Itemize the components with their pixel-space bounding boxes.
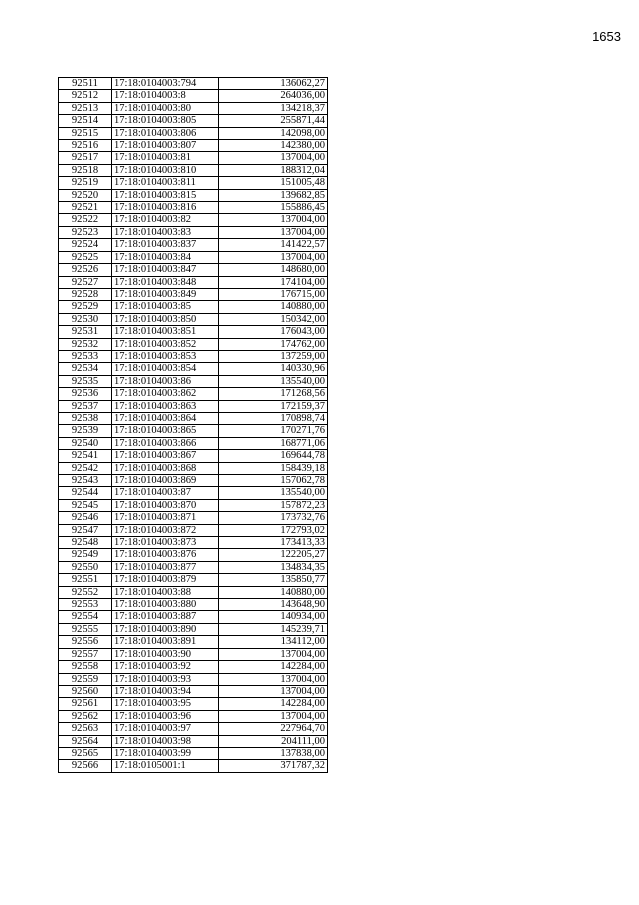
row-number-cell: 92559 [59,673,112,685]
row-number-cell: 92540 [59,437,112,449]
cadastral-value-cell: 172793,02 [219,524,328,536]
row-number-cell: 92515 [59,127,112,139]
table-row [59,301,328,313]
cadastral-value-cell: 142284,00 [219,698,328,710]
cadastral-number-cell: 17:18:0104003:85 [112,301,219,313]
cadastral-value-cell: 140880,00 [219,586,328,598]
table-row [59,462,328,474]
cadastral-number-cell: 17:18:0104003:86 [112,375,219,387]
cadastral-value-cell: 188312,04 [219,164,328,176]
table-row [59,152,328,164]
cadastral-number-cell: 17:18:0104003:98 [112,735,219,747]
table-row [59,685,328,697]
row-number-cell: 92532 [59,338,112,350]
cadastral-value-cell: 155886,45 [219,202,328,214]
table-row [59,140,328,152]
row-number-cell: 92550 [59,561,112,573]
cadastral-number-cell: 17:18:0104003:90 [112,648,219,660]
table-row [59,363,328,375]
cadastral-value-cell: 157062,78 [219,475,328,487]
table-row [59,338,328,350]
cadastral-value-cell: 135540,00 [219,375,328,387]
cadastral-number-cell: 17:18:0104003:849 [112,288,219,300]
cadastral-value-cell: 145239,71 [219,623,328,635]
table-row [59,636,328,648]
row-number-cell: 92562 [59,710,112,722]
cadastral-value-cell: 171268,56 [219,388,328,400]
cadastral-number-cell: 17:18:0104003:868 [112,462,219,474]
table-row [59,475,328,487]
table-row [59,623,328,635]
row-number-cell: 92512 [59,90,112,102]
cadastral-value-cell: 169644,78 [219,450,328,462]
cadastral-value-cell: 142380,00 [219,140,328,152]
cadastral-value-cell: 168771,06 [219,437,328,449]
table-row [59,226,328,238]
row-number-cell: 92522 [59,214,112,226]
cadastral-value-cell: 264036,00 [219,90,328,102]
cadastral-value-cell: 137004,00 [219,152,328,164]
row-number-cell: 92551 [59,574,112,586]
row-number-cell: 92555 [59,623,112,635]
row-number-cell: 92536 [59,388,112,400]
cadastral-number-cell: 17:18:0104003:891 [112,636,219,648]
cadastral-value-cell: 143648,90 [219,599,328,611]
table-row [59,251,328,263]
table-row [59,561,328,573]
cadastral-value-cell: 137004,00 [219,673,328,685]
cadastral-value-cell: 174762,00 [219,338,328,350]
row-number-cell: 92513 [59,102,112,114]
row-number-cell: 92537 [59,400,112,412]
row-number-cell: 92549 [59,549,112,561]
cadastral-value-cell: 139682,85 [219,189,328,201]
cadastral-value-cell: 204111,00 [219,735,328,747]
table-row [59,450,328,462]
cadastral-number-cell: 17:18:0104003:84 [112,251,219,263]
cadastral-number-cell: 17:18:0104003:876 [112,549,219,561]
row-number-cell: 92564 [59,735,112,747]
row-number-cell: 92514 [59,115,112,127]
cadastral-value-cell: 176715,00 [219,288,328,300]
table-row [59,202,328,214]
cadastral-number-cell: 17:18:0104003:810 [112,164,219,176]
table-row [59,611,328,623]
table-row [59,661,328,673]
row-number-cell: 92561 [59,698,112,710]
table-row [59,326,328,338]
cadastral-number-cell: 17:18:0104003:87 [112,487,219,499]
table-row [59,214,328,226]
cadastral-number-cell: 17:18:0104003:99 [112,747,219,759]
row-number-cell: 92557 [59,648,112,660]
row-number-cell: 92529 [59,301,112,313]
row-number-cell: 92521 [59,202,112,214]
table-row [59,747,328,759]
row-number-cell: 92538 [59,412,112,424]
cadastral-value-cell: 137259,00 [219,350,328,362]
table-row [59,437,328,449]
ledger-table-body [59,78,328,773]
cadastral-number-cell: 17:18:0104003:872 [112,524,219,536]
table-row [59,388,328,400]
row-number-cell: 92525 [59,251,112,263]
cadastral-value-cell: 142284,00 [219,661,328,673]
cadastral-number-cell: 17:18:0104003:816 [112,202,219,214]
cadastral-number-cell: 17:18:0104003:850 [112,313,219,325]
cadastral-number-cell: 17:18:0104003:880 [112,599,219,611]
row-number-cell: 92517 [59,152,112,164]
row-number-cell: 92523 [59,226,112,238]
table-row [59,648,328,660]
cadastral-number-cell: 17:18:0104003:837 [112,239,219,251]
cadastral-value-cell: 140330,96 [219,363,328,375]
cadastral-number-cell: 17:18:0104003:877 [112,561,219,573]
cadastral-number-cell: 17:18:0104003:94 [112,685,219,697]
cadastral-value-cell: 173413,33 [219,537,328,549]
cadastral-number-cell: 17:18:0104003:93 [112,673,219,685]
cadastral-value-cell: 134218,37 [219,102,328,114]
cadastral-value-cell: 137004,00 [219,710,328,722]
cadastral-number-cell: 17:18:0104003:887 [112,611,219,623]
row-number-cell: 92552 [59,586,112,598]
cadastral-value-cell: 176043,00 [219,326,328,338]
table-row [59,499,328,511]
cadastral-value-cell: 148680,00 [219,264,328,276]
ledger-table [58,77,328,773]
row-number-cell: 92547 [59,524,112,536]
row-number-cell: 92519 [59,177,112,189]
cadastral-number-cell: 17:18:0104003:847 [112,264,219,276]
cadastral-number-cell: 17:18:0104003:863 [112,400,219,412]
row-number-cell: 92531 [59,326,112,338]
row-number-cell: 92546 [59,512,112,524]
row-number-cell: 92516 [59,140,112,152]
cadastral-number-cell: 17:18:0104003:871 [112,512,219,524]
cadastral-number-cell: 17:18:0104003:806 [112,127,219,139]
cadastral-value-cell: 173732,76 [219,512,328,524]
cadastral-number-cell: 17:18:0104003:852 [112,338,219,350]
row-number-cell: 92558 [59,661,112,673]
row-number-cell: 92563 [59,723,112,735]
table-row [59,549,328,561]
row-number-cell: 92556 [59,636,112,648]
cadastral-value-cell: 135850,77 [219,574,328,586]
table-row [59,288,328,300]
row-number-cell: 92533 [59,350,112,362]
cadastral-number-cell: 17:18:0105001:1 [112,760,219,772]
cadastral-number-cell: 17:18:0104003:97 [112,723,219,735]
cadastral-number-cell: 17:18:0104003:865 [112,425,219,437]
table-row [59,512,328,524]
cadastral-number-cell: 17:18:0104003:851 [112,326,219,338]
table-row [59,102,328,114]
table-row [59,599,328,611]
cadastral-number-cell: 17:18:0104003:848 [112,276,219,288]
cadastral-value-cell: 134834,35 [219,561,328,573]
row-number-cell: 92566 [59,760,112,772]
cadastral-number-cell: 17:18:0104003:807 [112,140,219,152]
cadastral-number-cell: 17:18:0104003:83 [112,226,219,238]
table-row [59,115,328,127]
cadastral-value-cell: 141422,57 [219,239,328,251]
row-number-cell: 92542 [59,462,112,474]
cadastral-value-cell: 255871,44 [219,115,328,127]
cadastral-number-cell: 17:18:0104003:870 [112,499,219,511]
cadastral-number-cell: 17:18:0104003:873 [112,537,219,549]
table-row [59,264,328,276]
cadastral-value-cell: 174104,00 [219,276,328,288]
cadastral-number-cell: 17:18:0104003:805 [112,115,219,127]
cadastral-value-cell: 135540,00 [219,487,328,499]
cadastral-number-cell: 17:18:0104003:81 [112,152,219,164]
table-row [59,276,328,288]
cadastral-value-cell: 170898,74 [219,412,328,424]
cadastral-value-cell: 371787,32 [219,760,328,772]
table-row [59,412,328,424]
row-number-cell: 92548 [59,537,112,549]
table-row [59,177,328,189]
cadastral-value-cell: 172159,37 [219,400,328,412]
cadastral-number-cell: 17:18:0104003:853 [112,350,219,362]
table-row [59,313,328,325]
table-row [59,487,328,499]
cadastral-value-cell: 137004,00 [219,251,328,263]
cadastral-value-cell: 137004,00 [219,685,328,697]
table-row [59,673,328,685]
row-number-cell: 92544 [59,487,112,499]
table-row [59,586,328,598]
row-number-cell: 92518 [59,164,112,176]
cadastral-value-cell: 170271,76 [219,425,328,437]
table-row [59,239,328,251]
cadastral-number-cell: 17:18:0104003:866 [112,437,219,449]
cadastral-value-cell: 136062,27 [219,78,328,90]
cadastral-number-cell: 17:18:0104003:879 [112,574,219,586]
row-number-cell: 92526 [59,264,112,276]
table-row [59,90,328,102]
cadastral-number-cell: 17:18:0104003:96 [112,710,219,722]
table-row [59,189,328,201]
cadastral-value-cell: 137838,00 [219,747,328,759]
row-number-cell: 92520 [59,189,112,201]
cadastral-number-cell: 17:18:0104003:92 [112,661,219,673]
cadastral-value-cell: 150342,00 [219,313,328,325]
row-number-cell: 92560 [59,685,112,697]
cadastral-number-cell: 17:18:0104003:8 [112,90,219,102]
row-number-cell: 92541 [59,450,112,462]
cadastral-number-cell: 17:18:0104003:862 [112,388,219,400]
row-number-cell: 92539 [59,425,112,437]
table-row [59,760,328,772]
cadastral-value-cell: 227964,70 [219,723,328,735]
row-number-cell: 92543 [59,475,112,487]
table-row [59,425,328,437]
row-number-cell: 92527 [59,276,112,288]
cadastral-value-cell: 137004,00 [219,226,328,238]
table-row [59,723,328,735]
row-number-cell: 92554 [59,611,112,623]
row-number-cell: 92545 [59,499,112,511]
cadastral-value-cell: 142098,00 [219,127,328,139]
cadastral-number-cell: 17:18:0104003:864 [112,412,219,424]
cadastral-value-cell: 157872,23 [219,499,328,511]
cadastral-number-cell: 17:18:0104003:88 [112,586,219,598]
page-number: 1653 [592,29,621,44]
row-number-cell: 92553 [59,599,112,611]
table-row [59,78,328,90]
cadastral-number-cell: 17:18:0104003:811 [112,177,219,189]
table-row [59,710,328,722]
cadastral-value-cell: 140934,00 [219,611,328,623]
cadastral-value-cell: 137004,00 [219,214,328,226]
cadastral-number-cell: 17:18:0104003:815 [112,189,219,201]
table-row [59,375,328,387]
cadastral-number-cell: 17:18:0104003:854 [112,363,219,375]
cadastral-value-cell: 122205,27 [219,549,328,561]
row-number-cell: 92565 [59,747,112,759]
row-number-cell: 92535 [59,375,112,387]
cadastral-value-cell: 134112,00 [219,636,328,648]
table-row [59,350,328,362]
table-row [59,524,328,536]
cadastral-number-cell: 17:18:0104003:82 [112,214,219,226]
cadastral-value-cell: 151005,48 [219,177,328,189]
cadastral-value-cell: 137004,00 [219,648,328,660]
table-row [59,400,328,412]
cadastral-number-cell: 17:18:0104003:890 [112,623,219,635]
table-row [59,574,328,586]
table-row [59,735,328,747]
table-row [59,164,328,176]
cadastral-number-cell: 17:18:0104003:794 [112,78,219,90]
row-number-cell: 92530 [59,313,112,325]
row-number-cell: 92511 [59,78,112,90]
row-number-cell: 92524 [59,239,112,251]
row-number-cell: 92528 [59,288,112,300]
cadastral-number-cell: 17:18:0104003:869 [112,475,219,487]
table-row [59,127,328,139]
table-row [59,698,328,710]
cadastral-number-cell: 17:18:0104003:867 [112,450,219,462]
cadastral-number-cell: 17:18:0104003:80 [112,102,219,114]
cadastral-number-cell: 17:18:0104003:95 [112,698,219,710]
row-number-cell: 92534 [59,363,112,375]
cadastral-value-cell: 140880,00 [219,301,328,313]
cadastral-value-cell: 158439,18 [219,462,328,474]
table-row [59,537,328,549]
